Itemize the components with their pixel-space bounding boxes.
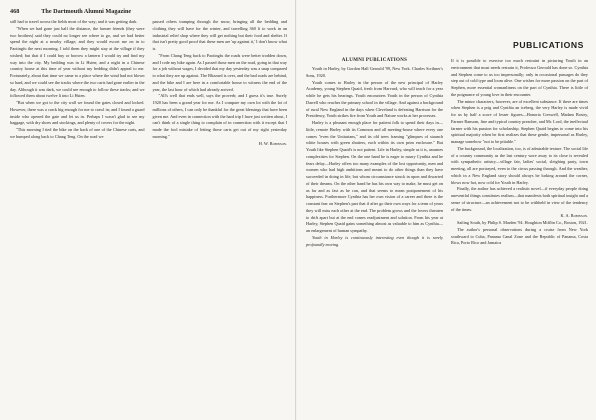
left-page [0,0,296,420]
right-column-1 [306,58,443,248]
paragraph: passed others tramping through the snow, bringing all the bedding and clothing they will have for the winter, and travelling 360 li to work in an industrial relief shop where they will get nothing but their food and shelter. If that isn't pretty good proof that these men are 'up against it,' I don't know what is. [152,19,287,51]
paragraph: "All's well that ends well, says the proverb; and I guess it's true. Surely 1920 has been a grand year for me. As I compare my own lot with the lot of millions of others, I can only be thankful for the great blessings that have been given me. And even in connection with the hard trip I have just written about, I can't think of a single thing to complain of in connection with it except that I made the fool mistake of letting those carts get out of my sight yesterday morning." [152,93,287,139]
paragraph: "From Chang Teng back to Paotingfu the roads were better trodden down, and I rode my bike again. As I passed those men on the road, going in that way for a job without wages, I decided that my day yesterday was a snap compared to what they are up against. The Blizzard is over, and the bad roads are behind, and the bike and I are here in a comfortable house to witness the end of the year, the last hour of which had already arrived. [152,52,287,92]
paragraph: "But when we got to the city wall we found the gates closed and locked. However, there was a crack big enough for me to crawl in; and I found a guard inside who opened the gate and let us in. Perhaps I wasn't glad to see my baggage, with dry shoes and stockings, and plenty of covers for the night. [10,100,145,126]
left-columns [10,19,287,147]
right-page [297,0,596,420]
left-column-2 [153,19,288,147]
paragraph: The author's personal observations during a cruise from New York southward to Cuba, Panama Canal Zone and the Republic of Panama, Costa Rica, Porto Rico and Jamaica [451,226,588,246]
paragraph: Harley is a pleasant enough place for patient folk to spend their days in—little, remote Harley with its Common and all meeting-house where every one comes "even the Unitarians," and its old trees framing "glimpses of staunch white houses with green shutters, each within its own prim enclosure." But Youth like Stephen Quaid's is not patient. Life in Harley, simple as it is, assumes complexities for Stephen. On the one hand he is eager to marry Cynthia and he fears delay—Harley offers too many examples of the lost opportunity, men and women who had high ambitions and meant to do other things than they have succeeded in doing in life, but whom circumstance struck in upon and thwarted of their dreams. On the other hand he has his own way to make, he must get on as far and as fast as he can, and that seems to mean postponement of his happiness. Furthermore Cynthia has her own vision of a career and there is the constant fear on Stephen's part that if after go their own ways for a term of years they will miss each other at the end. The problem grows and the lovers threaten to drift apart but at the end comes readjustment and solution. From his year at Harley, Stephen Quaid gains something almost as valuable to him as Cynthia—an enlargement of human sympathy. [306,120,443,233]
signature: H. W. Robinson. [258,140,287,146]
right-column-2 [451,58,588,248]
paragraph: "This morning I tied the bike on the back of one of the Chinese carts, and we bumped along back to Chang Teng. On the road we [10,127,145,139]
right-columns [306,58,588,248]
section-title: PUBLICATIONS [512,40,584,50]
subsection-title: ALUMNI PUBLICATIONS [341,58,408,63]
paragraph: The minor characters, however, are of excellent substance. If there are times when Stephen is a prig and Cynthia an iceberg, the very Harley is made vivid for us by half a score of lesser figures—Honoria Creswell, Madam Bostry, Farmer Ransom, fine and typical country preacher, and Mr. Lord, the ineffectual farmer with his passion for scholarship. Stephen Quaid begins to come into his spiritual majority when he first realizes that these gentle, impersonal as Harley, manage somehow "not to be pitiable." [451,98,588,144]
paragraph: Youth in Harley is continuously interesting even though it is rarely profoundly moving. [306,234,443,247]
book-citation: Youth in Harley, by Gordon Hall Gerould '99, New York. Charles Scribner's Sons, 1920. [306,66,443,78]
running-head [10,8,287,15]
paragraph: "When we had gone just half the distance, the farmer friends (they were two brothers) said they could no longer see where to go, and we had better spend the night at a nearby village; and they would escort me on in to Paotingfu the next morning. I told them they might stay at the village if they wished; but that if I could buy or borrow a lantern I would try and find my way into the city. My bedding was in Li Hsien; and a night in a Chinese country house at this time of year without my bedding didn't appeal to me. Fortunately, about that time we came to a place where the wind had not blown so hard, and we could see the tracks where the two carts had gone earlier in the day. Although it was dark, we could see enough to follow these tracks; and we followed them about twelve li into Li Hsien. [10,25,145,99]
paragraph: If it is possible to exercise too much restraint in picturing Youth in an environment that must needs restrain it, Professor Gerould has done so. Cynthia and Stephen come to us too impersonally; only in occasional passages do they step out of cold type and loom alive. One wishes for more passion on the part of Stephen, more essential womanliness on the part of Cynthia. There is little of the poignance of young love in their encounter. [451,58,588,97]
left-column-1 [10,19,145,147]
paragraph: Youth comes to Harley in the person of the new principal of Harley Academy, young Stephen Quaid, fresh from Harvard, who will teach for a year while he gets his bearings. Youth encounters Youth in the person of Cynthia Darrell who reaches the primary school in the village. And against a background of rural New England in the days when Cleveland is defeating Harrison for the Presidency, Youth strikes fire from Youth and Nature works at her processes. [306,79,443,119]
paragraph: still had to travel across the fields most of the way; and it was getting dark. [10,19,138,24]
book-citation: Sailing South, by Philip S. Marden '94. Houghton Mifflin Co., Boston, 1921. [457,220,588,225]
page-number: 468 [10,8,20,15]
signature: K. A. Robinson. [560,213,588,219]
running-title: The Dartmouth Alumni Magazine [41,8,132,15]
paragraph: Finally, the author has achieved a realistic novel—if everyday people doing uneventful things constitutes realism—that manifests both spiritual insight and a sense of structure—an achievement not to be withheld in view of the tendency of the times. [451,186,588,212]
paragraph: The background, the localization, too, is of admirable texture. The social life of a country community as the last century wore away to its close is revealed with sympathetic artistry—village fair, ladies' social, sleighing party, town meeting, all are portrayed, even to the circus passing through. And the weather, which in a New England story should always be lurking around the corner, blows now hot, now cold for Youth in Harley. [451,145,588,185]
